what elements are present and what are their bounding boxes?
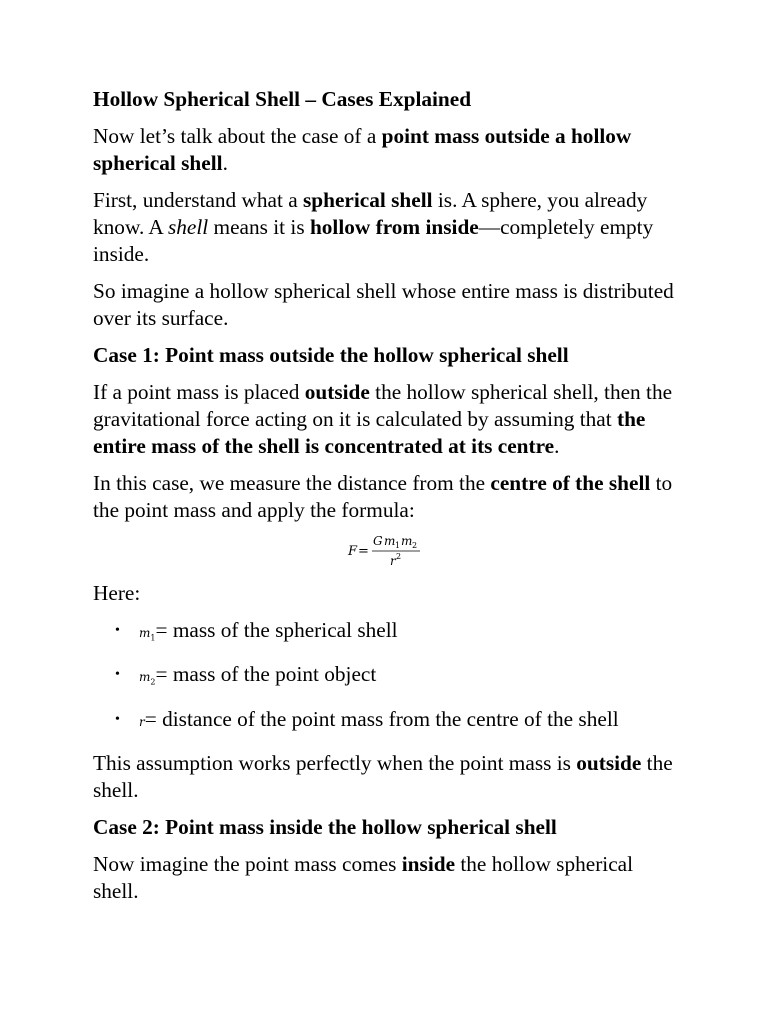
case1-paragraph: If a point mass is placed outside the hollow spherical shell, then the gravitational force acting on it is calculated by assuming that the entire mass of the shell is concentrated at its centre. [93, 380, 673, 458]
formula-m2: m [400, 534, 412, 548]
case1-heading: Case 1: Point mass outside the hollow spherical shell [93, 343, 569, 367]
bullet-icon: • [115, 667, 120, 683]
list-item: • r= distance of the point mass from the centre of the shell [115, 706, 619, 731]
mass-distribution-paragraph: So imagine a hollow spherical shell whose entire mass is distributed over its surface. [93, 279, 674, 330]
formula-sub1: 1 [394, 541, 400, 550]
symbol: $m_2$ [139, 670, 156, 687]
document-body [93, 86, 678, 915]
here-label: Here: [93, 581, 141, 605]
formula-sub2: 2 [411, 541, 417, 550]
formula-G: G [372, 534, 383, 548]
formula-r: r [389, 554, 396, 568]
symbol: r [139, 714, 145, 729]
page-title: Hollow Spherical Shell – Cases Explained [93, 87, 472, 111]
case2-heading: Case 2: Point mass inside the hollow spherical shell [93, 815, 557, 840]
list-item: • $m_2=$ mass of the point object [115, 662, 377, 687]
gravitation-formula [93, 534, 678, 570]
distance-paragraph: In this case, we measure the distance from the centre of the shell to the point mass and apply the formula: [93, 471, 673, 522]
bullet-icon: • [115, 623, 120, 638]
formula-graphic [346, 534, 426, 570]
list-item: • $m_1=$ mass of the spherical shell [115, 618, 398, 643]
formula-lhs: F [347, 544, 357, 559]
assumption-paragraph: This assumption works perfectly when the point mass is outside the shell. [93, 751, 673, 803]
case2-paragraph: Now imagine the point mass comes inside the hollow spherical shell. [93, 852, 634, 904]
symbol: $m_1$ [139, 626, 156, 643]
shell-definition-paragraph: First, understand what a spherical shell is. A sphere, you already know. A shell means it is hollow from inside—completely empty inside. [93, 188, 654, 266]
bullet-icon: • [115, 711, 120, 727]
formula-m1: m [383, 534, 395, 548]
symbol-list [93, 617, 678, 740]
formula-equals: = [357, 544, 369, 559]
intro-paragraph: Now let’s talk about the case of a point mass outside a hollow spherical shell. [93, 124, 632, 175]
formula-exp: 2 [395, 552, 401, 561]
